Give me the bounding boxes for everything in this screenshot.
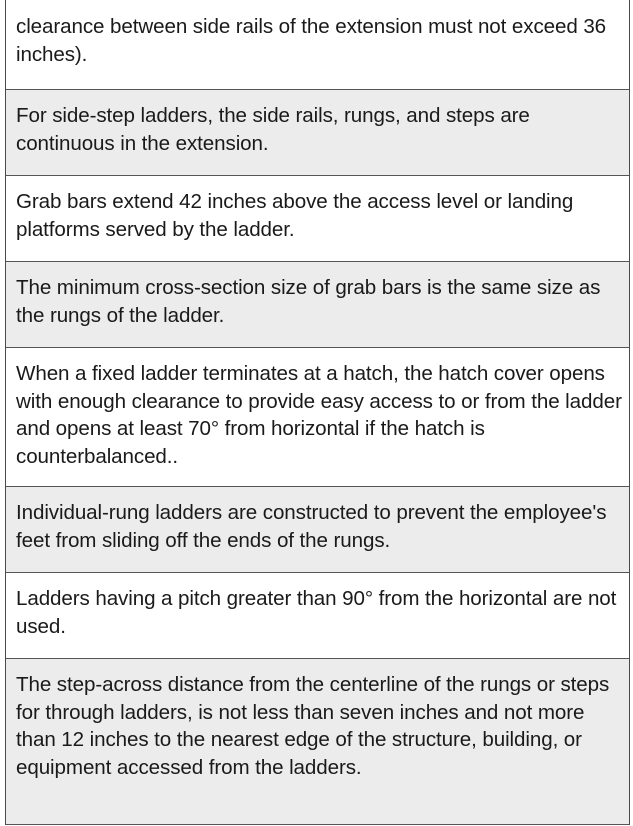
checklist-row-text: Individual-rung ladders are constructed to prevent the employee's feet from sliding off the ends of the rungs. [16, 501, 607, 552]
checklist-row-text: For side-step ladders, the side rails, rungs, and steps are continuous in the extension. [16, 104, 530, 155]
checklist-row-text: Ladders having a pitch greater than 90° from the horizontal are not used. [16, 587, 617, 638]
checklist-row-text: clearance between side rails of the extension must not exceed 36 inches). [16, 15, 607, 66]
checklist-row-text: Grab bars extend 42 inches above the access level or landing platforms served by the ladder. [16, 190, 574, 241]
checklist-row [6, 487, 629, 573]
checklist-row [6, 176, 629, 262]
ladder-checklist-table [5, 0, 630, 825]
checklist-row [6, 348, 629, 487]
checklist-row [6, 0, 629, 90]
checklist-row [6, 262, 629, 348]
checklist-row-text: The step-across distance from the centerline of the rungs or steps for through ladders, is not less than seven inches and not more than 12 inches to the nearest edge of the structure, building, or equipment accessed from the ladders. [16, 673, 610, 779]
checklist-row [6, 659, 629, 825]
checklist-row [6, 573, 629, 659]
checklist-row-text: When a fixed ladder terminates at a hatch, the hatch cover opens with enough clearance to provide easy access to or from the ladder and opens at least 70° from horizontal if the hatch is counterbalanced.. [16, 362, 622, 468]
checklist-row-text: The minimum cross-section size of grab bars is the same size as the rungs of the ladder. [16, 276, 601, 327]
checklist-row [6, 90, 629, 176]
